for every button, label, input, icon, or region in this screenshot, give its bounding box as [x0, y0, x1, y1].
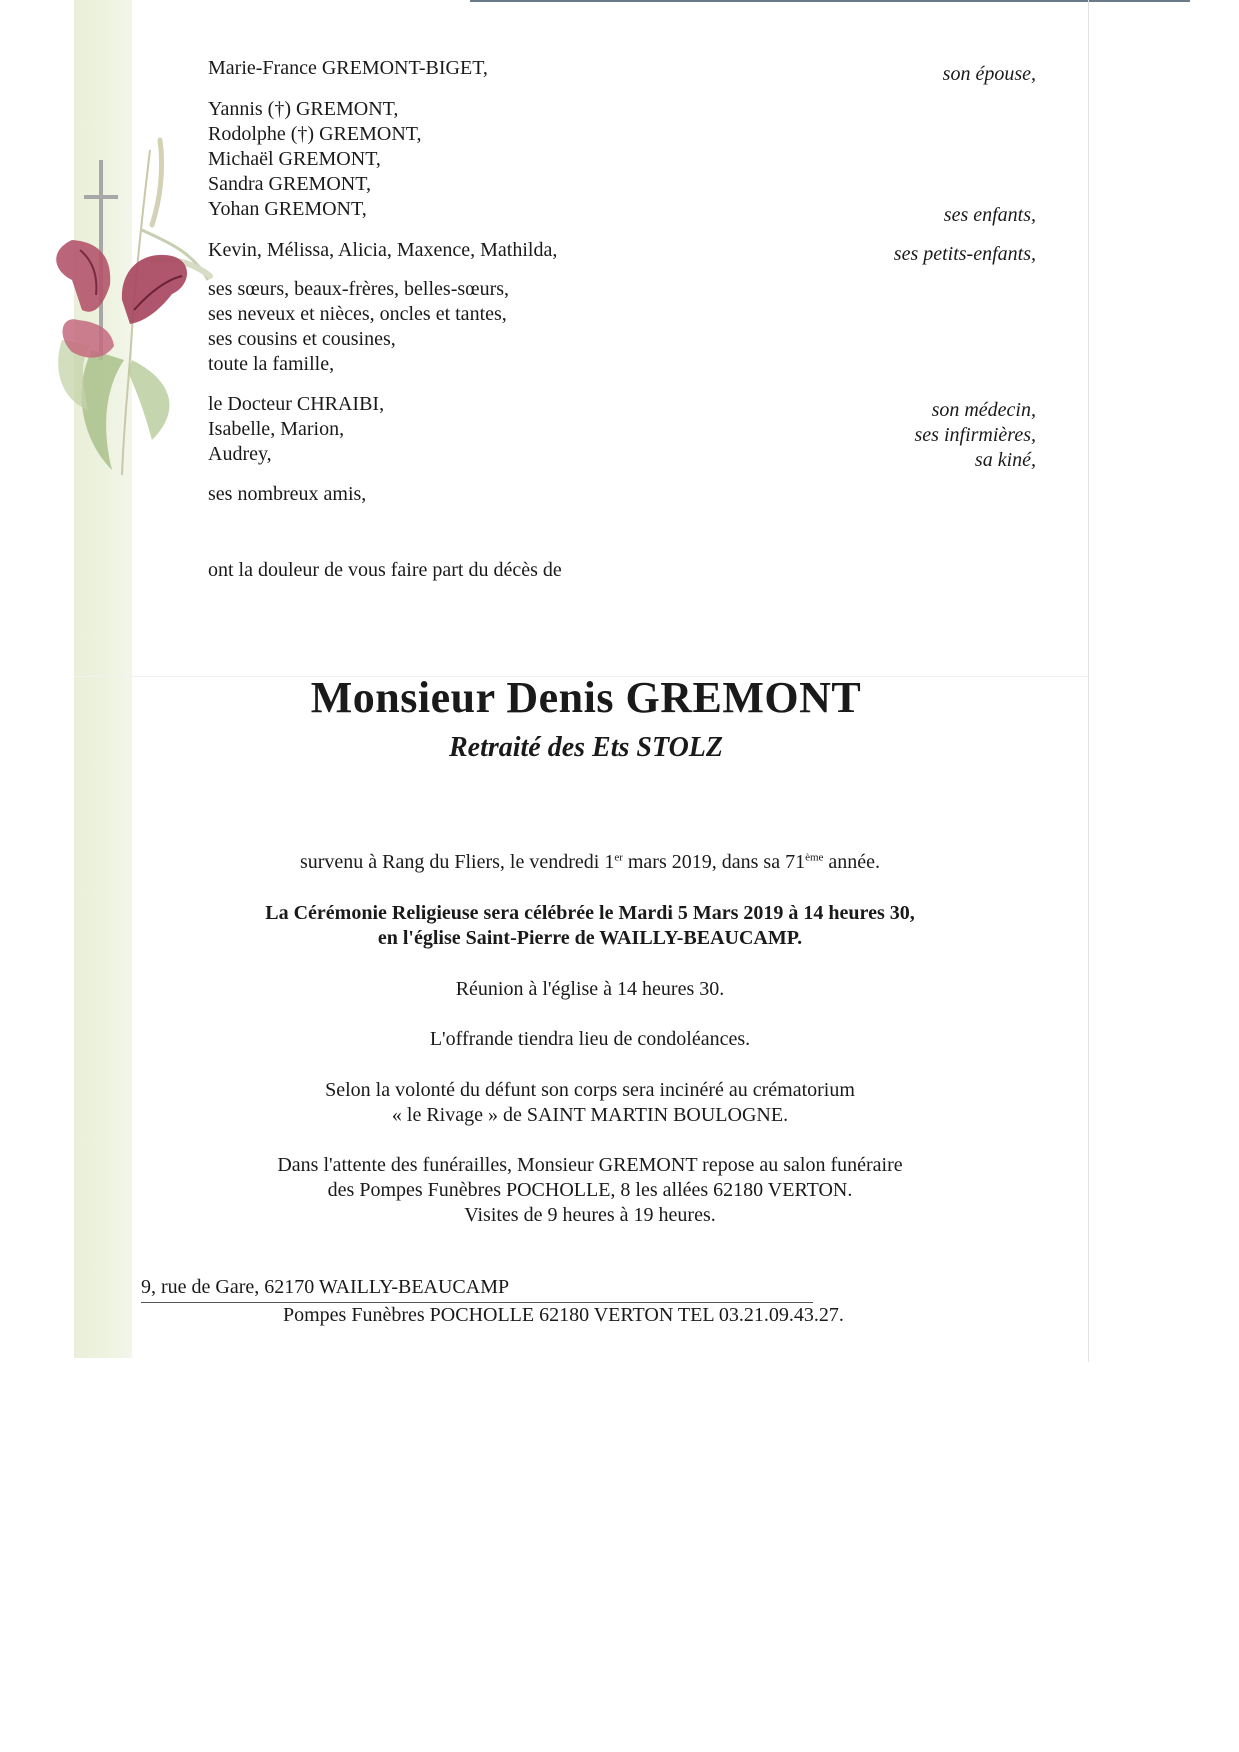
children-role: ses enfants, [943, 204, 1036, 226]
viewing-line-3: Visites de 9 heures à 19 heures. [464, 1204, 716, 1226]
care-line-2: Isabelle, Marion, [208, 418, 345, 440]
relatives-line-3: ses cousins et cousines, [208, 328, 396, 350]
spouse-name: Marie-France GREMONT-BIGET, [208, 57, 488, 79]
care-role-3: sa kiné, [974, 449, 1036, 471]
cremation-line-1: Selon la volonté du défunt son corps sera incinéré au crématorium [325, 1079, 855, 1101]
child-4: Sandra GREMONT, [208, 173, 371, 195]
care-line-3: Audrey, [208, 443, 272, 465]
ceremony-line-1: La Cérémonie Religieuse sera célébrée le Mardi 5 Mars 2019 à 14 heures 30, [265, 902, 915, 924]
cremation-line-2: « le Rivage » de SAINT MARTIN BOULOGNE. [391, 1104, 789, 1126]
ceremony-line-2: en l'église Saint-Pierre de WAILLY-BEAUCAMP. [377, 927, 803, 949]
footer-address: 9, rue de Gare, 62170 WAILLY-BEAUCAMP [141, 1276, 510, 1298]
child-3: Michaël GREMONT, [208, 148, 381, 170]
relatives-line-1: ses sœurs, beaux-frères, belles-sœurs, [208, 278, 510, 300]
viewing-line-1: Dans l'attente des funérailles, Monsieur GREMONT repose au salon funéraire [277, 1154, 903, 1176]
deceased-name: Monsieur Denis GREMONT [310, 673, 862, 722]
offering-line: L'offrande tiendra lieu de condoléances. [429, 1028, 751, 1050]
cross-and-lily-illustration [32, 110, 222, 480]
spouse-role: son épouse, [942, 63, 1036, 85]
child-5: Yohan GREMONT, [208, 198, 367, 220]
child-1: Yannis (†) GREMONT, [208, 98, 399, 120]
friends-line: ses nombreux amis, [208, 483, 367, 505]
care-role-2: ses infirmières, [914, 424, 1036, 446]
death-details: survenu à Rang du Fliers, le vendredi 1er mars 2019, dans sa 71ème année. [299, 851, 881, 873]
viewing-line-2: des Pompes Funèbres POCHOLLE, 8 les allées 62180 VERTON. [327, 1179, 853, 1201]
deceased-subtitle: Retraité des Ets STOLZ [448, 732, 724, 763]
footer-funeral-home: Pompes Funèbres POCHOLLE 62180 VERTON TEL 03.21.09.43.27. [283, 1304, 844, 1326]
care-line-1: le Docteur CHRAIBI, [208, 393, 385, 415]
child-2: Rodolphe (†) GREMONT, [208, 123, 422, 145]
announcement-line: ont la douleur de vous faire part du décès de [208, 559, 562, 581]
care-role-1: son médecin, [931, 399, 1036, 421]
top-edge-rule [470, 0, 1190, 2]
relatives-line-4: toute la famille, [208, 353, 335, 375]
grandchildren-role: ses petits-enfants, [893, 243, 1036, 265]
grandchildren-names: Kevin, Mélissa, Alicia, Maxence, Mathilda, [208, 239, 558, 261]
meeting-line: Réunion à l'église à 14 heures 30. [455, 978, 725, 1000]
relatives-line-2: ses neveux et nièces, oncles et tantes, [208, 303, 507, 325]
footer-rule [141, 1302, 813, 1303]
